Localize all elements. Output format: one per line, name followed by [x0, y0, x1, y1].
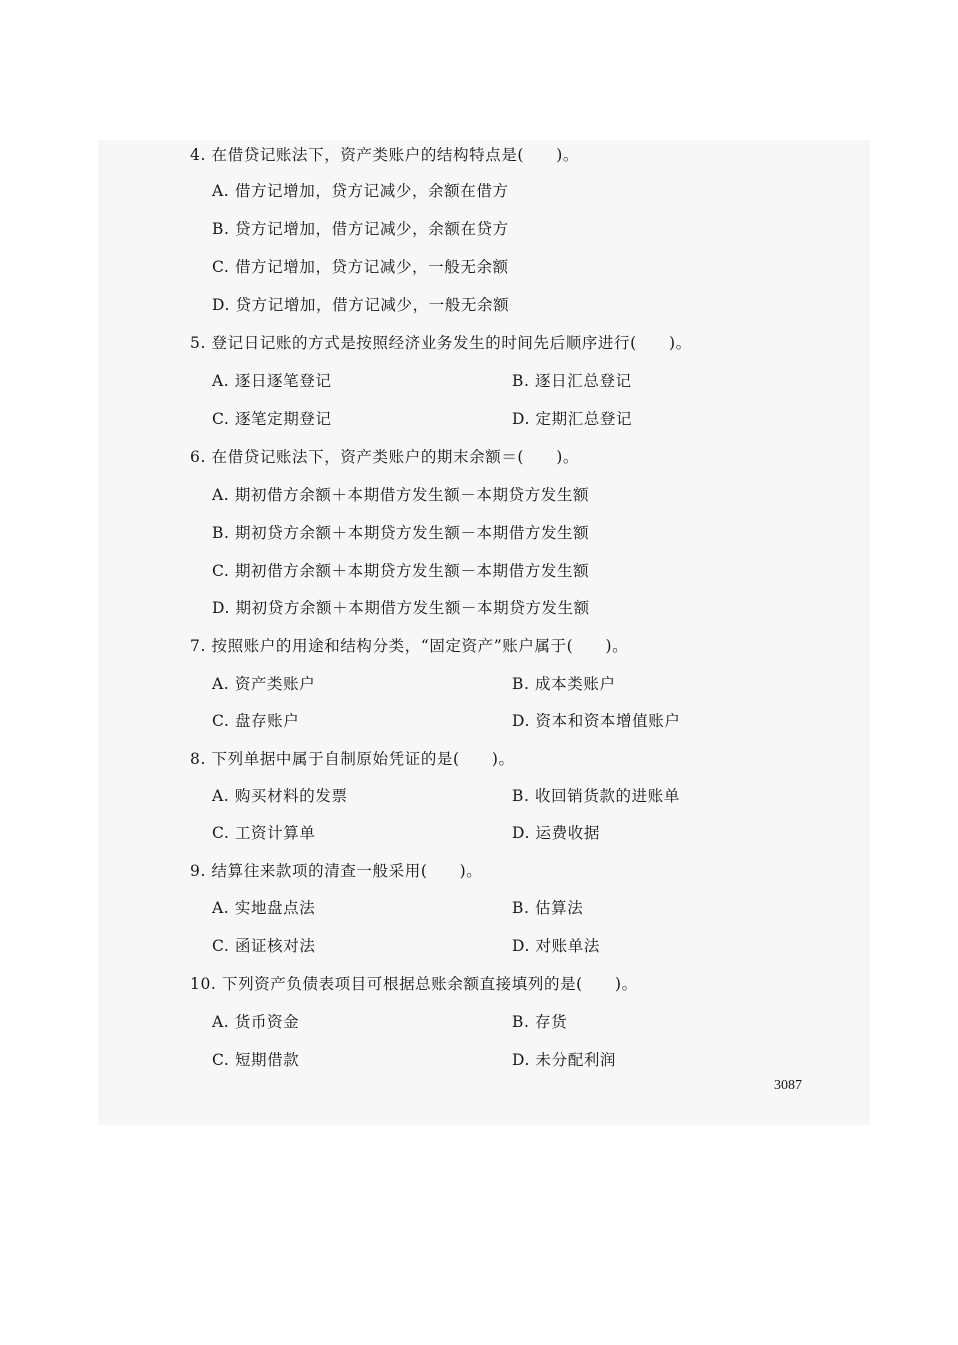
question-10-option-b: B. 存货	[512, 1013, 568, 1031]
page-number: 3087	[774, 1078, 802, 1093]
question-6-option-c: C. 期初借方余额＋本期贷方发生额－本期借方发生额	[212, 562, 590, 580]
question-8-option-a: A. 购买材料的发票	[212, 787, 348, 805]
question-8-stem: 8. 下列单据中属于自制原始凭证的是( )。	[190, 750, 515, 768]
question-4-option-c: C. 借方记增加，贷方记减少，一般无余额	[212, 258, 509, 276]
question-5-option-d: D. 定期汇总登记	[512, 410, 633, 428]
question-10-option-a: A. 货币资金	[212, 1013, 300, 1031]
question-9-option-a: A. 实地盘点法	[212, 899, 316, 917]
question-8-option-c: C. 工资计算单	[212, 824, 316, 842]
question-6-stem: 6. 在借贷记账法下，资产类账户的期末余额＝( )。	[190, 448, 580, 466]
question-10-stem: 10. 下列资产负债表项目可根据总账余额直接填列的是( )。	[190, 975, 638, 993]
question-4-option-b: B. 贷方记增加，借方记减少，余额在贷方	[212, 220, 509, 238]
question-7-stem: 7. 按照账户的用途和结构分类，“固定资产”账户属于( )。	[190, 637, 629, 655]
question-5-option-c: C. 逐笔定期登记	[212, 410, 332, 428]
question-4-stem: 4. 在借贷记账法下，资产类账户的结构特点是( )。	[190, 146, 580, 164]
question-7-option-d: D. 资本和资本增值账户	[512, 712, 681, 730]
question-8-option-d: D. 运费收据	[512, 824, 600, 842]
question-4-option-d: D. 贷方记增加，借方记减少，一般无余额	[212, 296, 510, 314]
question-7-option-b: B. 成本类账户	[512, 675, 616, 693]
question-10-option-d: D. 未分配利润	[512, 1051, 617, 1069]
question-6-option-b: B. 期初贷方余额＋本期贷方发生额－本期借方发生额	[212, 524, 590, 542]
question-5-stem: 5. 登记日记账的方式是按照经济业务发生的时间先后顺序进行( )。	[190, 334, 692, 352]
question-5-option-a: A. 逐日逐笔登记	[212, 372, 332, 390]
question-9-stem: 9. 结算往来款项的清查一般采用( )。	[190, 862, 483, 880]
question-8-option-b: B. 收回销货款的进账单	[512, 787, 680, 805]
question-9-option-b: B. 估算法	[512, 899, 584, 917]
question-9-option-d: D. 对账单法	[512, 937, 600, 955]
question-4-option-a: A. 借方记增加，贷方记减少，余额在借方	[212, 182, 509, 200]
question-9-option-c: C. 函证核对法	[212, 937, 316, 955]
question-6-option-a: A. 期初借方余额＋本期借方发生额－本期贷方发生额	[212, 486, 590, 504]
question-6-option-d: D. 期初贷方余额＋本期借方发生额－本期贷方发生额	[212, 599, 590, 617]
question-5-option-b: B. 逐日汇总登记	[512, 372, 632, 390]
question-10-option-c: C. 短期借款	[212, 1051, 300, 1069]
question-7-option-c: C. 盘存账户	[212, 712, 300, 730]
question-7-option-a: A. 资产类账户	[212, 675, 316, 693]
